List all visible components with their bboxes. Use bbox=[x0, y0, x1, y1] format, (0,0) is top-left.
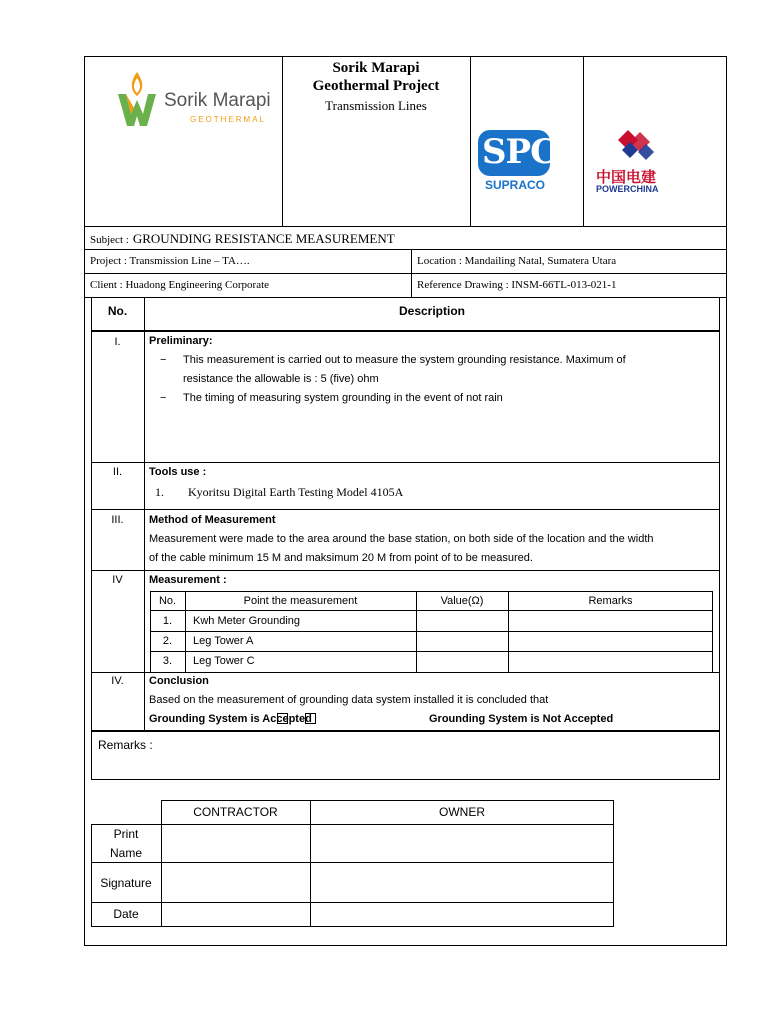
measurement-table-row-line bbox=[150, 610, 713, 611]
preliminary-bullet-1-line-1: This measurement is carried out to measure the system grounding resistance. Maximum of bbox=[183, 354, 626, 366]
sorik-marapi-logo bbox=[112, 70, 271, 140]
preliminary-bullet-1-line-2: resistance the allowable is : 5 (five) ohm bbox=[183, 373, 379, 385]
section-title: Tools use : bbox=[149, 466, 207, 478]
remarks-box[interactable] bbox=[91, 731, 720, 780]
owner-print-name-field[interactable] bbox=[311, 825, 613, 861]
section-title: Measurement : bbox=[149, 574, 227, 586]
spc-supraco-logo bbox=[476, 130, 557, 194]
supraco-caption: SUPRACO bbox=[484, 178, 545, 192]
remarks-label: Remarks : bbox=[98, 738, 153, 752]
measurement-row-no: 2. bbox=[162, 635, 173, 647]
subject-label: Subject : bbox=[90, 234, 129, 246]
measurement-row-value-input[interactable] bbox=[420, 655, 504, 669]
measurement-header-value: Value(Ω) bbox=[440, 595, 484, 607]
contractor-header: CONTRACTOR bbox=[193, 805, 278, 819]
project-subtitle: Transmission Lines bbox=[325, 98, 427, 113]
measurement-row-no: 1. bbox=[162, 615, 173, 627]
measurement-row-value-input[interactable] bbox=[420, 635, 504, 649]
spc-logo-text: SPC bbox=[482, 132, 557, 172]
owner-date-field[interactable] bbox=[311, 903, 613, 926]
bullet-dash: − bbox=[160, 354, 167, 366]
section-number: I. bbox=[114, 336, 121, 348]
section-title: Preliminary: bbox=[149, 335, 213, 347]
section-number: II. bbox=[112, 466, 123, 478]
signature-label: Signature bbox=[100, 876, 152, 890]
measurement-header-remarks: Remarks bbox=[588, 595, 633, 607]
measurement-row-no: 3. bbox=[162, 655, 173, 667]
sorik-marapi-logo-text: Sorik Marapi bbox=[164, 90, 271, 111]
accepted-option[interactable] bbox=[149, 713, 316, 725]
measurement-row-remarks-input[interactable] bbox=[512, 615, 708, 629]
not-accepted-option[interactable]: Grounding System is Not Accepted bbox=[429, 713, 614, 725]
powerchina-cn-text: 中国电建 bbox=[596, 168, 657, 186]
subject-bottom-line bbox=[84, 249, 727, 250]
measurement-row-remarks-input[interactable] bbox=[512, 635, 708, 649]
reference-drawing-field: Reference Drawing : INSM-66TL-013-021-1 bbox=[417, 279, 617, 291]
header-divider-3 bbox=[583, 56, 584, 226]
client-field: Client : Huadong Engineering Corporate bbox=[90, 279, 270, 291]
location-field: Location : Mandailing Natal, Sumatera Utara bbox=[417, 255, 617, 267]
contractor-signature-field[interactable] bbox=[162, 863, 309, 901]
col-header-no: No. bbox=[107, 304, 128, 318]
owner-signature-field[interactable] bbox=[311, 863, 613, 901]
measurement-header-no: No. bbox=[158, 595, 177, 607]
section-divider bbox=[91, 462, 720, 463]
subject-value: GROUNDING RESISTANCE MEASUREMENT bbox=[132, 231, 395, 246]
measurement-row-point: Kwh Meter Grounding bbox=[193, 615, 300, 627]
section-title: Conclusion bbox=[149, 675, 209, 687]
measurement-row-point: Leg Tower C bbox=[193, 655, 255, 667]
contractor-print-name-field[interactable] bbox=[162, 825, 309, 861]
project-title-line2: Geothermal Project bbox=[312, 78, 440, 94]
powerchina-caption: POWERCHINA bbox=[596, 184, 659, 194]
method-line-1: Measurement were made to the area around the base station, on both side of the location and the width bbox=[149, 533, 654, 545]
powerchina-logo-icon bbox=[608, 130, 658, 164]
description-table-no-column bbox=[144, 297, 145, 731]
header-divider-2 bbox=[470, 56, 471, 226]
project-field: Project : Transmission Line – TA…. bbox=[90, 255, 250, 267]
project-bottom-line bbox=[84, 273, 727, 274]
section-divider bbox=[91, 672, 720, 673]
print-name-label-line2: Name bbox=[109, 846, 142, 860]
measurement-table-row-line bbox=[150, 631, 713, 632]
sorik-marapi-logo-icon bbox=[114, 70, 160, 130]
geothermal-logo-text: GEOTHERMAL bbox=[190, 115, 267, 124]
print-name-label-line1: Print bbox=[113, 827, 139, 841]
tools-item-text: Kyoritsu Digital Earth Testing Model 4105A bbox=[188, 485, 404, 499]
section-divider bbox=[91, 509, 720, 510]
measurement-row-point: Leg Tower A bbox=[193, 635, 254, 647]
section-divider bbox=[91, 570, 720, 571]
measurement-row-remarks-input[interactable] bbox=[512, 655, 708, 669]
col-header-description: Description bbox=[398, 304, 465, 318]
accepted-checkbox-2[interactable] bbox=[305, 713, 316, 724]
section-number: III. bbox=[111, 514, 124, 526]
preliminary-bullet-2: The timing of measuring system grounding in the event of not rain bbox=[183, 392, 503, 404]
section-number: IV bbox=[112, 574, 123, 586]
subject-row bbox=[90, 230, 395, 248]
project-title-line1: Sorik Marapi bbox=[332, 60, 420, 76]
powerchina-logo bbox=[594, 130, 694, 194]
owner-header: OWNER bbox=[439, 805, 485, 819]
accepted-checkbox[interactable] bbox=[277, 713, 288, 724]
measurement-table-row-line bbox=[150, 651, 713, 652]
measurement-row-value-input[interactable] bbox=[420, 615, 504, 629]
conclusion-text: Based on the measurement of grounding data system installed it is concluded that bbox=[149, 694, 549, 706]
date-label: Date bbox=[113, 907, 139, 921]
accepted-label: Grounding System is Accepted bbox=[149, 713, 312, 725]
tools-item-number: 1. bbox=[155, 485, 164, 499]
method-line-2: of the cable minimum 15 M and maksimum 20 M from point of to be measured. bbox=[149, 552, 533, 564]
bullet-dash: − bbox=[160, 392, 167, 404]
section-number: IV. bbox=[111, 675, 124, 687]
contractor-date-field[interactable] bbox=[162, 903, 309, 926]
measurement-header-point: Point the measurement bbox=[243, 595, 358, 607]
section-title: Method of Measurement bbox=[149, 514, 276, 526]
header-row-line bbox=[91, 330, 720, 332]
header-bottom-line bbox=[84, 226, 727, 227]
